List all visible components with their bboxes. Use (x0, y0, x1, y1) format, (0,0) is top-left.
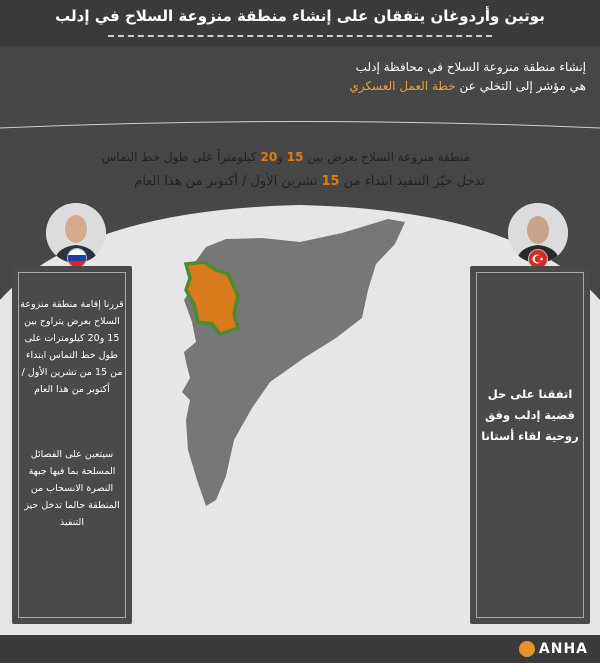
putin-statement-2: سيتعين على الفصائل المسلحة بما فيها جبهة النصرة الانسحاب من المنطقة حالما تدخل حيز التنفيذ (24, 449, 120, 528)
erdogan-statement-panel (470, 266, 590, 624)
anha-logo-text: ANHA (538, 641, 588, 657)
erdogan-statement: اتفقنا على حل قضية إدلب وفق روحية لقاء أستانا (481, 387, 579, 443)
zone-width-text-b: و (277, 150, 283, 164)
start-date-text-a: تدخل حيّز التنفيذ ابتداء من (343, 174, 485, 189)
syria-map-shape (182, 219, 405, 506)
start-date-day: 15 (321, 174, 340, 189)
anha-logo-icon (519, 641, 535, 657)
start-date-text-b: تشرين الأول / أكتوبر من هذا العام (134, 174, 318, 189)
footer (0, 635, 600, 663)
zone-width-max: 20 (260, 150, 278, 164)
russia-flag-icon (67, 248, 87, 268)
intro-line-1: إنشاء منطقة منزوعة السلاح في محافظة إدلب (355, 60, 586, 74)
zone-width-min: 15 (286, 150, 304, 164)
putin-statement-1: قررنا إقامة منطقة منزوعة السلاح بعرض يتراوح بين 15 و20 كيلومترات على طول خط التماس ابتداء من 15 من تشرين الأول / أكتوبر من هذا العام (20, 299, 124, 395)
putin-statement-panel (12, 266, 132, 624)
anha-logo (519, 638, 588, 660)
intro-line-2-prefix: هي مؤشر إلى التخلي عن (459, 79, 586, 93)
zone-width-text-c: كيلومتراً على طول خط التماس (101, 150, 257, 164)
zone-width-text-a: منطقة منزوعة السلاح بعرض بين (307, 150, 470, 164)
page-title: بوتين وأردوغان يتفقان على إنشاء منطقة منزوعة السلاح في إدلب (55, 7, 545, 25)
intro-highlight: خطة العمل العسكري (349, 79, 456, 93)
